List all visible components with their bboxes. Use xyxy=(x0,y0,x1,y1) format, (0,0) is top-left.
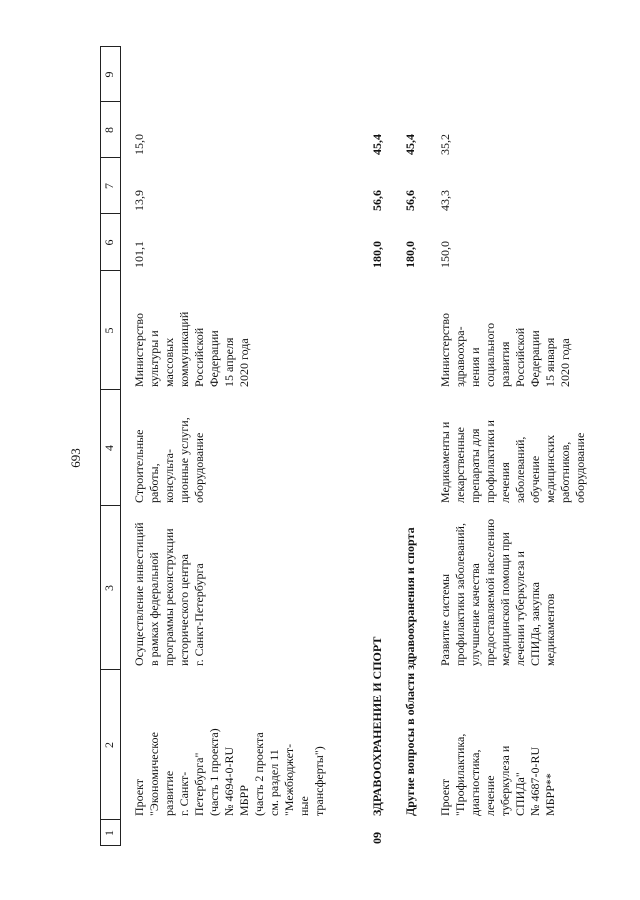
row2-value-6: 150,0 xyxy=(438,241,452,268)
section-value-6: 180,0 xyxy=(370,241,384,268)
section-value-8: 45,4 xyxy=(370,134,384,155)
subsection-value-8: 45,4 xyxy=(403,134,417,155)
row1-value-6: 101,1 xyxy=(132,241,146,268)
col-header-2: 2 xyxy=(102,742,116,748)
col-header-1: 1 xyxy=(102,830,116,836)
col-header-6: 6 xyxy=(102,239,116,246)
col-header-5: 5 xyxy=(102,327,116,334)
header-bottom-border xyxy=(120,46,121,846)
row2-executor: Министерство здравоохра- нения и социального развития Российской Федерации 15 января 2020 года xyxy=(438,313,572,387)
page-number: 693 xyxy=(68,448,83,468)
section-value-7: 56,6 xyxy=(370,190,384,211)
row1-executor: Министерство культуры и массовых коммуникаций Российской Федерации 15 апреля 2020 года xyxy=(132,311,251,387)
subsection-title: Другие вопросы в области здравоохранения и спорта xyxy=(403,527,417,816)
row2-purpose: Развитие системы профилактики заболеваний, улучшение качества предоставляемой населению медицинской помощи при лечении туберкулеза и СПИДа, закупка медикаментов xyxy=(438,518,557,666)
row1-goods: Строительные работы, консульта- ционные услуги, оборудование xyxy=(132,417,206,503)
budget-table xyxy=(100,46,640,846)
row2-value-8: 35,2 xyxy=(438,134,452,155)
row2-goods: Медикаменты и лекарственные препараты для профилактики и лечения заболеваний, обучение медицинских работников, оборудование xyxy=(438,420,587,503)
col-header-8: 8 xyxy=(102,127,116,133)
col-header-7: 7 xyxy=(102,183,116,189)
subsection-value-7: 56,6 xyxy=(403,190,417,211)
subsection-value-6: 180,0 xyxy=(403,241,417,268)
row2-project: Проект "Профилактика, диагностика, лечение туберкулеза и СПИДа" № 4687-0-RU МБРР** xyxy=(438,733,557,816)
row2-value-7: 43,3 xyxy=(438,190,452,211)
section-title: ЗДРАВООХРАНЕНИЕ И СПОРТ xyxy=(370,636,384,816)
row1-value-7: 13,9 xyxy=(132,190,146,211)
section-code: 09 xyxy=(370,832,384,844)
col-header-4: 4 xyxy=(102,445,116,451)
row1-project: Проект "Экономическое развитие г. Санкт- Петербурга" (часть 1 проекта) № 4694-0-RU МБРР (часть 2 проекта см. раздел 11 "Межбюджет- ные трансферты") xyxy=(132,728,326,816)
col-header-3: 3 xyxy=(102,585,116,591)
row1-purpose: Осуществление инвестиций в рамках федеральной программы реконструкции исторического центра г. Санкт-Петербурга xyxy=(132,522,206,666)
table-top-border xyxy=(100,46,101,846)
col-header-9: 9 xyxy=(102,71,116,78)
row1-value-8: 15,0 xyxy=(132,134,146,155)
